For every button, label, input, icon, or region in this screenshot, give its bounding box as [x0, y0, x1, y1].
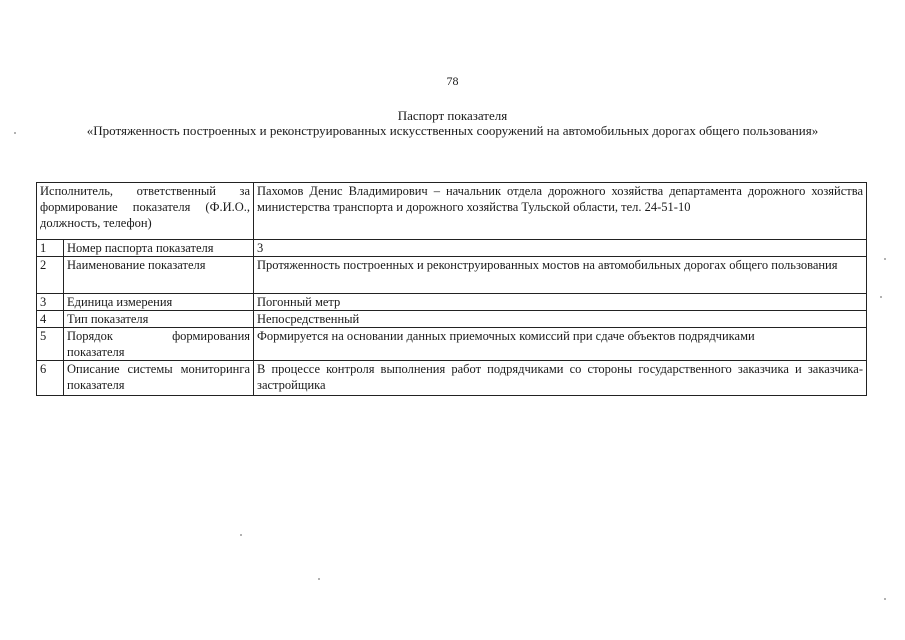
row-number: 6	[37, 361, 64, 396]
table-row	[37, 361, 867, 396]
scan-speck	[318, 578, 320, 580]
row-number: 1	[37, 240, 64, 257]
table-row	[37, 240, 867, 257]
row-label: Порядок формирования показателя	[64, 328, 254, 361]
table-row	[37, 294, 867, 311]
scan-speck	[14, 132, 16, 134]
row-number: 4	[37, 311, 64, 328]
scan-speck	[880, 296, 882, 298]
table-row-executor	[37, 183, 867, 240]
executor-label: Исполнитель, ответственный за формирование показателя (Ф.И.О., должность, телефон)	[37, 183, 254, 240]
table-row	[37, 328, 867, 361]
scan-speck	[884, 598, 886, 600]
row-number: 5	[37, 328, 64, 361]
row-value: Погонный метр	[254, 294, 867, 311]
row-value: 3	[254, 240, 867, 257]
row-value: Формируется на основании данных приемочных комиссий при сдаче объектов подрядчиками	[254, 328, 867, 361]
document-subtitle: «Протяженность построенных и реконструированных искусственных сооружений на автомобильных дорогах общего пользования»	[86, 123, 819, 138]
scan-speck	[240, 534, 242, 536]
table-row	[37, 257, 867, 294]
row-value: В процессе контроля выполнения работ подрядчиками со стороны государственного заказчика и заказчика-застройщика	[254, 361, 867, 396]
row-label: Номер паспорта показателя	[64, 240, 254, 257]
row-number: 2	[37, 257, 64, 294]
row-label: Тип показателя	[64, 311, 254, 328]
scan-speck	[884, 258, 886, 260]
row-label: Единица измерения	[64, 294, 254, 311]
row-label: Наименование показателя	[64, 257, 254, 294]
page-number: 78	[446, 74, 459, 88]
table-row	[37, 311, 867, 328]
executor-value: Пахомов Денис Владимирович – начальник отдела дорожного хозяйства департамента дорожного хозяйства министерства транспорта и дорожного хозяйства Тульской области, тел. 24-51-10	[254, 183, 867, 240]
row-value: Непосредственный	[254, 311, 867, 328]
row-value: Протяженность построенных и реконструированных мостов на автомобильных дорогах общего пользования	[254, 257, 867, 294]
row-label: Описание системы мониторинга показателя	[64, 361, 254, 396]
document-title: Паспорт показателя	[397, 108, 508, 123]
indicator-passport-table	[36, 182, 867, 396]
row-number: 3	[37, 294, 64, 311]
